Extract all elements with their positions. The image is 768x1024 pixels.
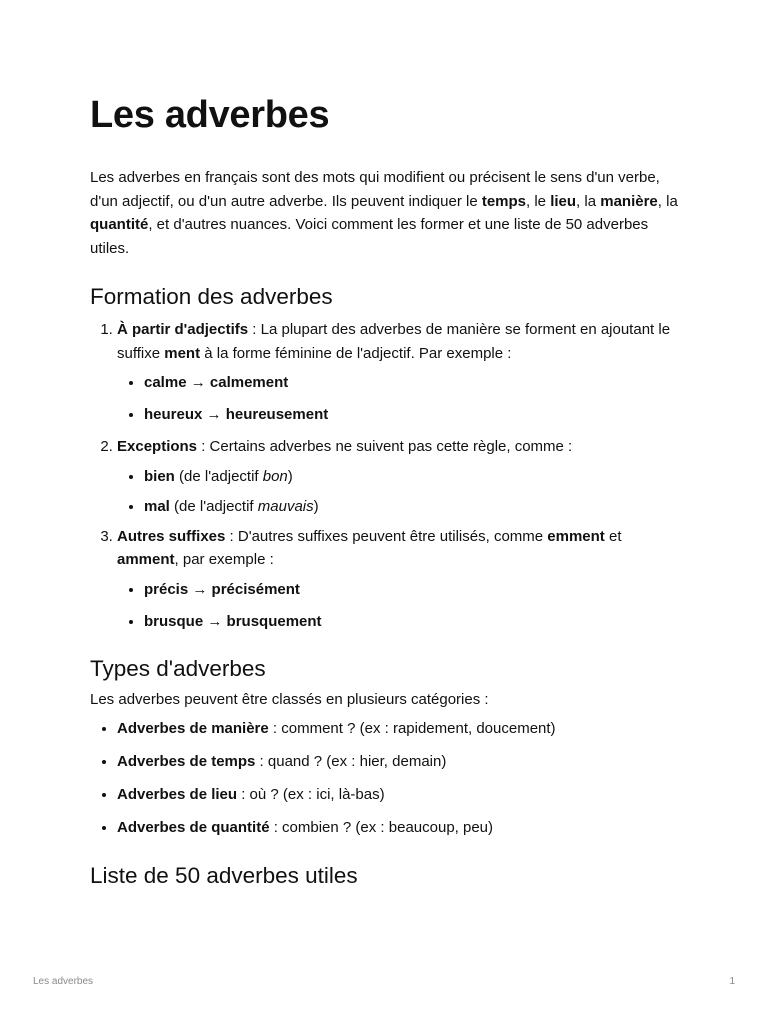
types-list [90, 717, 680, 839]
example-item [144, 578, 680, 601]
footer-page-number: 1 [729, 976, 735, 987]
types-item-text: : comment ? (ex : rapidement, doucement) [268, 720, 556, 737]
example-from: heureux [144, 406, 203, 423]
formation-item-colon: : [197, 438, 210, 455]
formation-item-label: À partir d'adjectifs [117, 321, 249, 338]
example-item [144, 610, 680, 633]
example-to: heureusement [225, 406, 329, 423]
intro-bold: temps [481, 192, 527, 210]
example-from: calme [144, 374, 187, 391]
types-item [117, 816, 680, 839]
intro-bold: lieu [550, 192, 577, 210]
types-item [117, 717, 680, 740]
example-word: bien [144, 467, 175, 485]
types-item-label: Adverbes de temps [117, 753, 256, 770]
formation-item [117, 525, 680, 633]
intro-text: , la [657, 192, 678, 210]
formation-item-colon: : [225, 527, 238, 545]
page-title: Les adverbes [90, 94, 330, 136]
intro-text: Les adverbes en français sont des mots qui modifient ou précisent le sens d'un verbe, d'un adjectif, ou d'un autre adverbe. Ils peuvent indiquer le [90, 169, 660, 210]
document-page [90, 92, 680, 891]
section-heading-types: Types d'adverbes [90, 655, 266, 681]
formation-list [90, 318, 680, 633]
formation-item [117, 435, 680, 518]
example-text: (de l'adjectif [174, 467, 263, 485]
arrow-icon: → [188, 580, 212, 598]
types-item-text: : combien ? (ex : beaucoup, peu) [269, 819, 494, 836]
example-text: ) [287, 467, 293, 485]
example-word: mal [144, 497, 170, 515]
types-item-text: : quand ? (ex : hier, demain) [255, 753, 447, 770]
formation-item [117, 318, 680, 426]
formation-item-label: Autres suffixes [117, 527, 226, 545]
example-adjective: mauvais [257, 497, 314, 515]
types-intro: Les adverbes peuvent être classés en plusieurs catégories : [90, 690, 489, 708]
formation-item-colon: : [248, 321, 261, 338]
example-text: (de l'adjectif [169, 497, 258, 515]
example-to: précisément [211, 580, 300, 598]
example-item [144, 495, 680, 518]
arrow-icon: → [186, 374, 210, 391]
section-heading-liste: Liste de 50 adverbes utiles [90, 863, 358, 888]
example-to: brusquement [226, 612, 322, 630]
example-text: ) [313, 497, 319, 515]
example-from: précis [144, 580, 189, 598]
example-item [144, 465, 680, 488]
types-item-text: : où ? (ex : ici, là-bas) [237, 786, 385, 803]
example-list [117, 578, 680, 633]
example-list [117, 371, 680, 426]
intro-text: , et d'autres nuances. Voici comment les former et une liste de 50 adverbes utiles. [90, 216, 649, 257]
types-item [117, 783, 680, 806]
formation-item-label: Exceptions [117, 438, 198, 455]
formation-item-text: , par exemple : [174, 551, 274, 568]
types-item-label: Adverbes de quantité [117, 819, 270, 836]
footer-doc-title: Les adverbes [33, 976, 94, 987]
intro-text: , le [526, 192, 551, 210]
formation-item-text: à la forme féminine de l'adjectif. Par exemple : [200, 344, 512, 362]
formation-item-text: La plupart des adverbes de manière se forment en ajoutant le suffixe [117, 321, 671, 362]
example-from: brusque [144, 612, 204, 630]
example-to: calmement [209, 374, 289, 391]
example-item [144, 403, 680, 426]
types-item-label: Adverbes de lieu [117, 786, 238, 803]
formation-item-text: D'autres suffixes peuvent être utilisés, comme [237, 527, 548, 545]
formation-item-text: et [604, 527, 622, 545]
section-heading-formation: Formation des adverbes [90, 284, 333, 309]
formation-item-bold: amment [117, 551, 175, 568]
example-adjective: bon [262, 467, 288, 485]
example-list [117, 465, 680, 518]
types-item-label: Adverbes de manière [117, 720, 269, 737]
intro-bold: quantité [90, 216, 149, 233]
example-item [144, 371, 680, 394]
types-item [117, 750, 680, 773]
intro-text: , la [576, 192, 601, 210]
arrow-icon: → [203, 612, 227, 630]
intro-paragraph [90, 166, 680, 260]
formation-item-bold: emment [547, 527, 605, 545]
intro-bold: manière [600, 192, 658, 210]
formation-item-bold: ment [164, 344, 201, 362]
formation-item-text: Certains adverbes ne suivent pas cette règle, comme : [209, 438, 573, 455]
arrow-icon: → [202, 406, 226, 423]
